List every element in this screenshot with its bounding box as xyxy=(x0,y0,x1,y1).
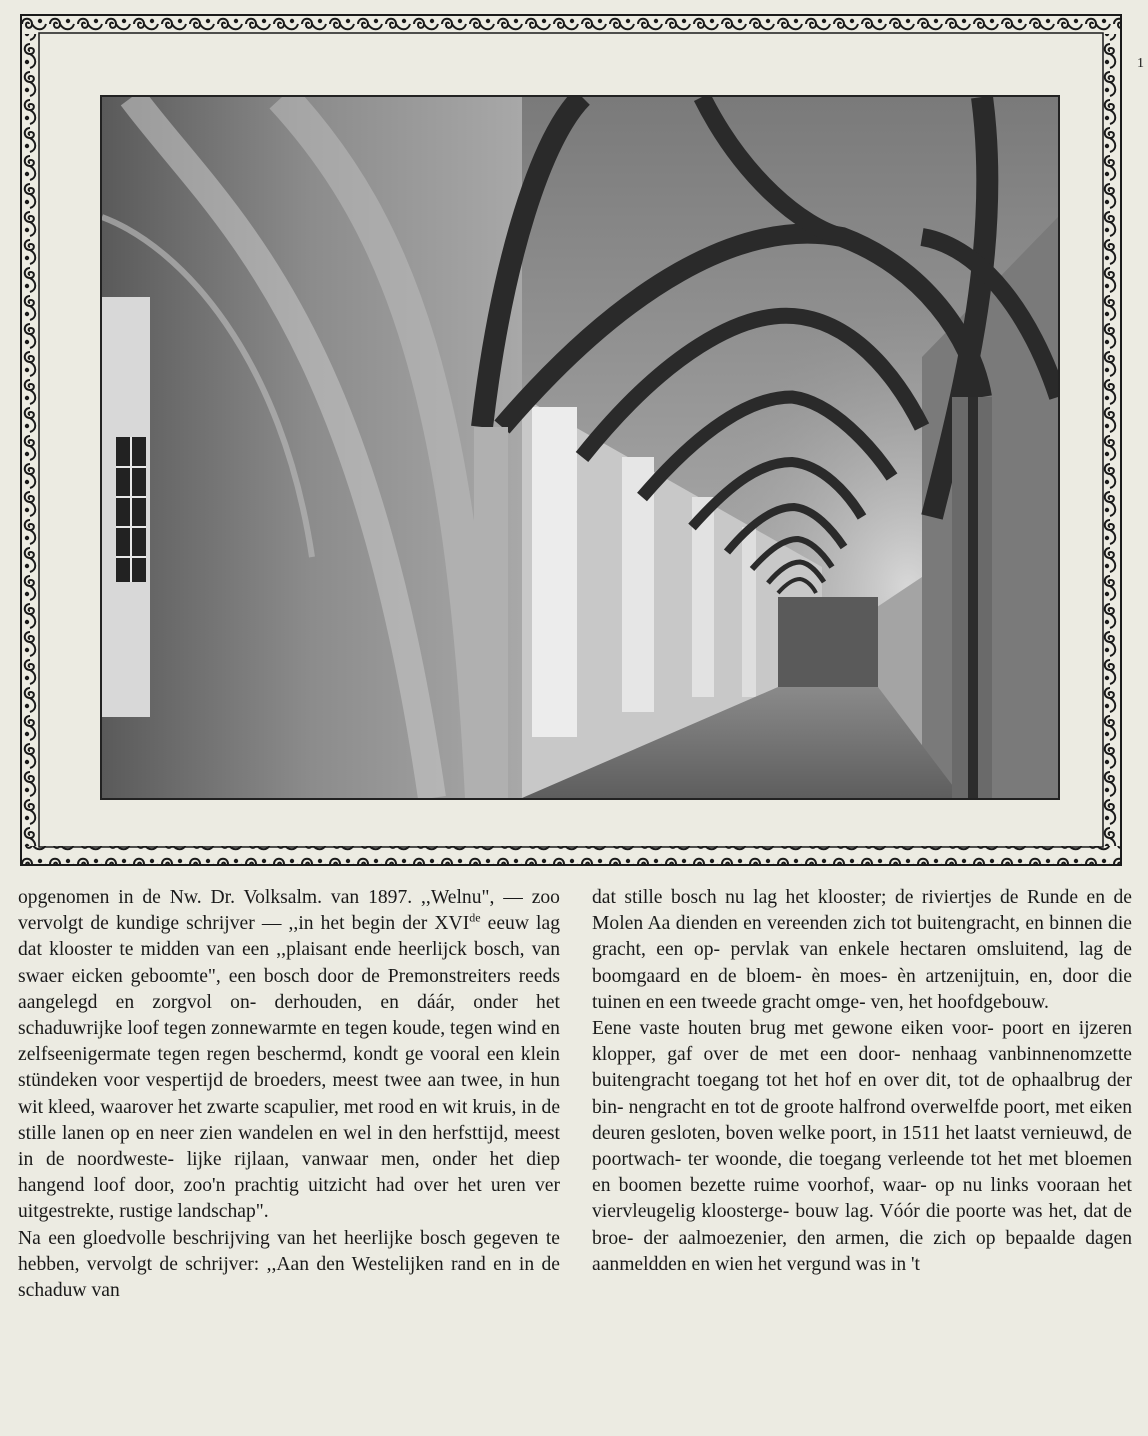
text-line: Na een gloedvolle beschrijving van het heerlijke xyxy=(18,1227,413,1249)
article-text xyxy=(18,885,1133,1433)
text-line: uren ver uitgestrekte, rustige landschap". xyxy=(18,1175,561,1223)
text-line: opgenomen in de Nw. Dr. Volksalm. van 1897. xyxy=(18,887,413,908)
text-line: en zelfseenigermate tegen regen beschermd, kondt xyxy=(18,1018,560,1066)
text-line: nenhaag vanbinnenomzette buitengracht toegang xyxy=(592,1044,1132,1092)
text-line: loof door, zoo'n prachtig uitzicht had over het xyxy=(93,1175,482,1197)
text-line: lijke rijlaan, vanwaar men, onder het diep hangend xyxy=(18,1149,560,1197)
text-line: poort, met eiken deuren gesloten, boven welke xyxy=(592,1096,1132,1144)
text-line: zich tot buitengracht, en binnen die gracht, een op- xyxy=(592,913,1132,961)
text-line: ,,Welnu", — zoo vervolgt de kundige schrijver — xyxy=(18,887,560,935)
text-line: poort, in 1511 het laatst vernieuwd, de poortwach- xyxy=(592,1122,1132,1171)
text-line: broeders, meest twee aan twee, in hun wit kleed, xyxy=(18,1070,560,1118)
text-line: waarover het zwarte scapulier, met rood en wit xyxy=(100,1096,468,1118)
text-line: dagen aanmeldden en wien het vergund was in 't xyxy=(592,1227,1132,1275)
text-line: van swaer eicken geboomte", een bosch door de xyxy=(18,939,560,987)
text-line: poort en ijzeren klopper, gaf over de met een door- xyxy=(592,1018,1132,1066)
text-line: midden van een ,,plaisant ende heerlijck bosch, xyxy=(140,939,525,961)
text-line: de Runde en de Molen Aa dienden en vereenden xyxy=(592,887,1132,935)
text-line: tot het hof en over dit, tot de ophaalbrug der bin- xyxy=(592,1070,1133,1118)
page-number: 1 xyxy=(1137,56,1144,71)
text-line: Premonstreiters reeds aangelegd en zorgvol on- xyxy=(18,965,560,1013)
superscript: de xyxy=(469,910,481,925)
text-line: Eene vaste houten brug met gewone eiken voor- xyxy=(592,1018,994,1040)
text-line: en wel in den herfsttijd, meest in de noordweste- xyxy=(18,1122,560,1171)
text-line: bouw lag. Vóór die poorte was het, dat de broe- xyxy=(592,1201,1133,1249)
text-line: tegen zonnewarmte en tegen koude, tegen wind xyxy=(163,1018,537,1040)
left-column xyxy=(18,885,560,1304)
right-column xyxy=(592,885,1132,1278)
text-line: ,,Aan den Westelijken rand en in de schaduw van xyxy=(18,1253,560,1302)
left-paragraph-2 xyxy=(18,1226,560,1305)
text-line: kruis, in de stille lanen op en neer zien wandelen xyxy=(18,1096,561,1144)
right-paragraph-1 xyxy=(592,885,1132,1016)
text-line: ,,in het begin der XVI xyxy=(288,913,470,935)
text-line: dat stille bosch nu lag het klooster; de riviertjes xyxy=(592,887,992,908)
text-line: bosch gegeven te hebben, vervolgt de schrijver: xyxy=(18,1227,560,1275)
left-paragraph-1 xyxy=(18,885,560,1226)
text-line: eeuw lag dat klooster te xyxy=(18,913,560,961)
text-line: op nu links vooraan het viervleugelig kloosterge- xyxy=(592,1175,1132,1223)
cloister-photograph xyxy=(100,95,1060,800)
text-line: nengracht en tot de groote halfrond overwelfde xyxy=(628,1096,999,1118)
text-line: ven, het hoofdgebouw. xyxy=(870,991,1049,1013)
text-line: boomgaard en de bloem- èn moes- èn artzenijtuin, xyxy=(592,965,1020,987)
text-line: pervlak van enkele hectaren omsluitend, lag de xyxy=(730,939,1132,961)
text-line: bloemen en boomen bezette ruime voorhof, waar- xyxy=(592,1149,1132,1197)
text-line: derhouden, en dáár, onder het schaduwrijke loof xyxy=(18,991,560,1040)
right-paragraph-2 xyxy=(592,1016,1132,1278)
text-line: der aalmoezenier, den armen, die zich op bepaalde xyxy=(643,1227,1076,1249)
text-line: ge vooral een klein stündeken voor vespertijd de xyxy=(18,1044,560,1092)
vaulted-corridor-illustration xyxy=(102,97,1058,798)
text-line: ter woonde, die toegang verleende tot het met xyxy=(687,1149,1058,1171)
text-line: en, door die tuinen en een tweede gracht omge- xyxy=(592,965,1132,1013)
